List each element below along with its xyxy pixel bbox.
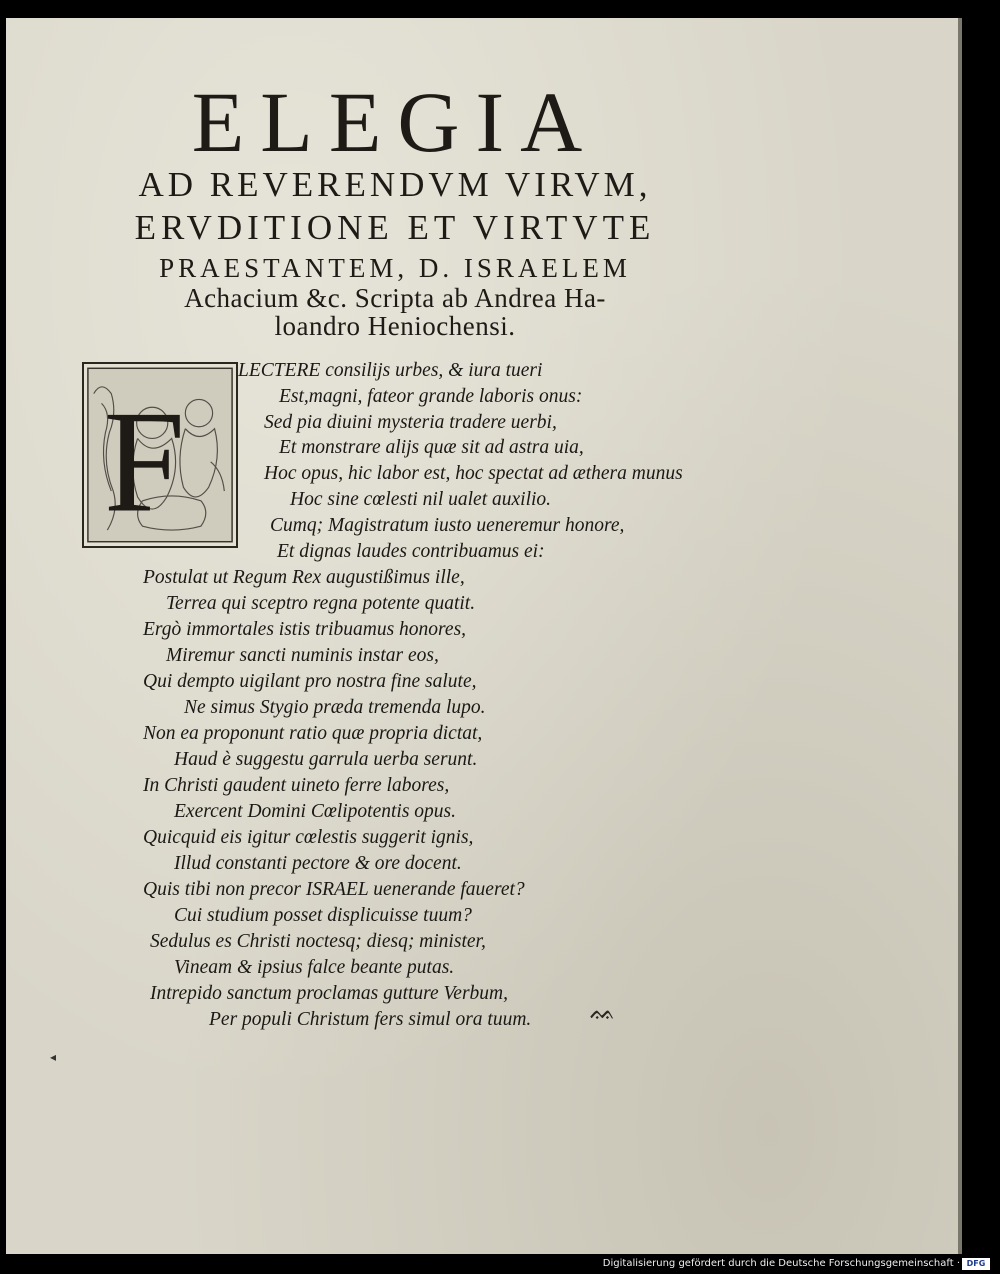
subtitle-line-1: AD REVERENDVM VIRVM, [138,165,652,204]
verse-line: Ergò immortales istis tribuamus honores, [143,619,467,640]
catchword-ornament: ᨐ [590,1000,616,1025]
verse-line: Sed pia diuini mysteria tradere uerbi, [264,412,557,433]
verse-line: LECTERE consilijs urbes, & iura tueri [238,360,543,381]
verse-line: In Christi gaudent uineto ferre labores, [143,775,450,796]
digitization-credit: Digitalisierung gefördert durch die Deutsche Forschungsgemeinschaft · [602,1258,960,1269]
subtitle-line-2: ERVDITIONE ET VIRTVTE [134,208,656,247]
verse-line: Illud constanti pectore & ore docent. [174,853,462,874]
verse-line: Cui studium posset displicuisse tuum? [174,905,472,926]
dfg-logo: DFG [962,1258,990,1270]
verse-line: Intrepido sanctum proclamas gutture Verbum, [150,983,509,1004]
verse-line: Haud è suggestu garrula uerba serunt. [174,749,478,770]
initial-letter: F [103,380,186,543]
verse-line: Est,magni, fateor grande laboris onus: [279,386,583,407]
verse-line: Quis tibi non precor ISRAEL uenerande faueret? [143,879,525,900]
verse-line: Postulat ut Regum Rex augustißimus ille, [143,567,465,588]
subtitle-line-3: PRAESTANTEM, D. ISRAELEM [159,253,631,283]
verse-line: Ne simus Stygio præda tremenda lupo. [184,697,486,718]
verse-line: Vineam & ipsius falce beante putas. [174,957,455,978]
verse-line: Et dignas laudes contribuamus ei: [277,541,545,562]
verse-line: Hoc sine cœlesti nil ualet auxilio. [290,489,552,510]
verse-line: Terrea qui sceptro regna potente quatit. [166,593,476,614]
subtitle-line-5: loandro Heniochensi. [274,311,516,341]
margin-mark: ◂ [50,1050,57,1064]
verse-line: Sedulus es Christi noctesq; diesq; minister, [150,931,486,952]
page-title: ELEGIA [191,74,599,170]
verse-line: Et monstrare alijs quæ sit ad astra uia, [279,437,584,458]
verse-line: Per populi Christum fers simul ora tuum. [209,1009,532,1030]
verse-line: Exercent Domini Cœlipotentis opus. [174,801,456,822]
verse-line: Miremur sancti numinis instar eos, [166,645,439,666]
verse-line: Qui dempto uigilant pro nostra fine salute, [143,671,477,692]
subtitle-line-4: Achacium &c. Scripta ab Andrea Ha- [184,283,606,313]
page-edge [958,18,962,1254]
decorated-initial-image [84,364,236,546]
verse-line: Quicquid eis igitur cœlestis suggerit ignis, [143,827,474,848]
verse-line: Hoc opus, hic labor est, hoc spectat ad æthera munus [264,463,683,484]
verse-line: Non ea proponunt ratio quæ propria dictat, [143,723,483,744]
verse-line: Cumq; Magistratum iusto ueneremur honore, [270,515,625,536]
decorated-initial [82,362,238,548]
